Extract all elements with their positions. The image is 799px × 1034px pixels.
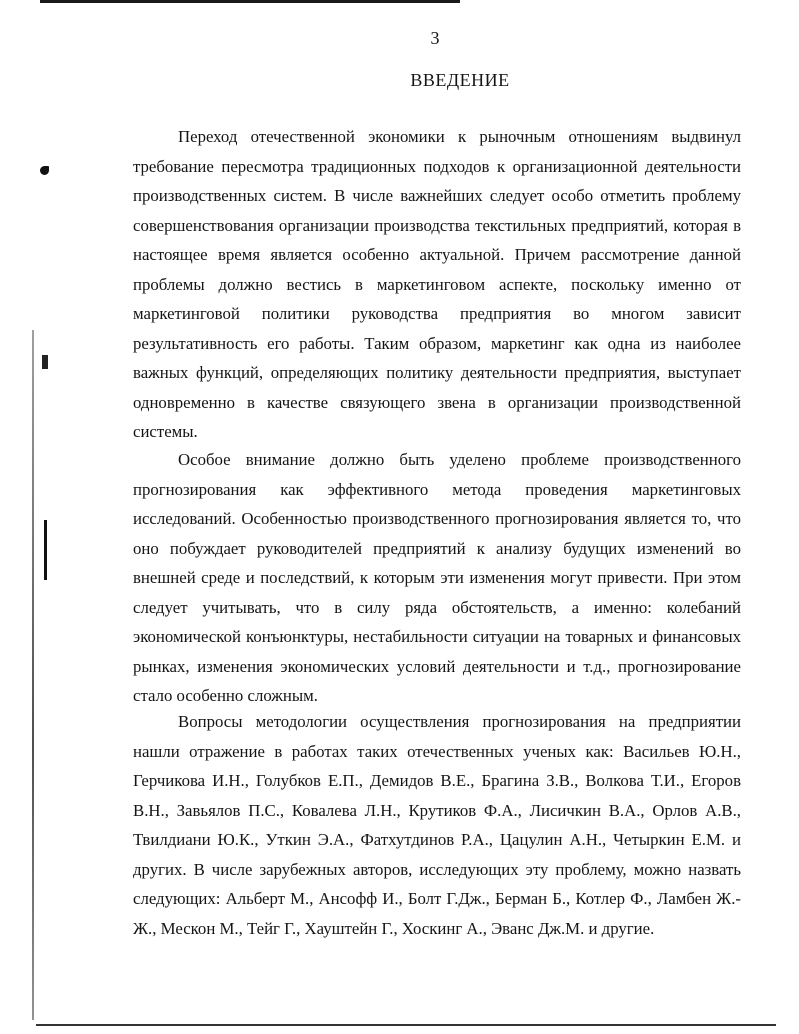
scan-artifact-bottom-edge: [36, 1024, 776, 1026]
scan-artifact-left-edge: [32, 330, 34, 1020]
scan-artifact-left-mark: [44, 520, 47, 580]
scan-artifact-ink-spot: [42, 355, 48, 369]
scan-artifact-ink-spot: [40, 166, 49, 175]
scan-artifact-top-edge: [40, 0, 460, 3]
page-number: 3: [430, 28, 440, 48]
paragraph: Вопросы методологии осуществления прогнозирования на предприятии нашли отражение в работах таких отечественных ученых как: Васильев Ю.Н., Герчикова И.Н., Голубков Е.П., Демидов В.Е., Брагина З.В., Волкова Т.И., Егоров В.Н., Завьялов П.С., Ковалева Л.Н., Крутиков Ф.А., Лисичкин В.А., Орлов А.В., Твилдиани Ю.К., Уткин Э.А., Фатхутдинов Р.А., Цацулин А.Н., Четыркин Е.М. и других. В числе зарубежных авторов, исследующих эту проблему, можно назвать следующих: Альберт М., Ансофф И., Болт Г.Дж., Берман Б., Котлер Ф., Ламбен Ж.-Ж., Мескон М., Тейг Г., Хауштейн Г., Хоскинг А., Эванс Дж.М. и другие.: [133, 712, 741, 938]
page-title: ВВЕДЕНИЕ: [410, 70, 510, 90]
paragraph: Переход отечественной экономики к рыночным отношениям выдвинул требование пересмотра традиционных подходов к организационной деятельности производственных систем. В числе важнейших следует особо отметить проблему совершенствования организации производства текстильных предприятий, которая в настоящее время является особенно актуальной. Причем рассмотрение данной проблемы должно вестись в маркетинговом аспекте, поскольку именно от маркетинговой политики руководства предприятия во многом зависит результативность его работы. Таким образом, маркетинг как одна из наиболее важных функций, определяющих политику деятельности предприятия, выступает одновременно в качестве связующего звена в организации производственной системы.: [133, 127, 741, 441]
paragraph: Особое внимание должно быть уделено проблеме производственного прогнозирования как эффективного метода проведения маркетинговых исследований. Особенностью производственного прогнозирования является то, что оно побуждает руководителей предприятий к анализу будущих изменений во внешней среде и последствий, к которым эти изменения могут привести. При этом следует учитывать, что в силу ряда обстоятельств, а именно: колебаний экономической конъюнктуры, нестабильности ситуации на товарных и финансовых рынках, изменения экономических условий деятельности и т.д., прогнозирование стало особенно сложным.: [133, 450, 741, 705]
